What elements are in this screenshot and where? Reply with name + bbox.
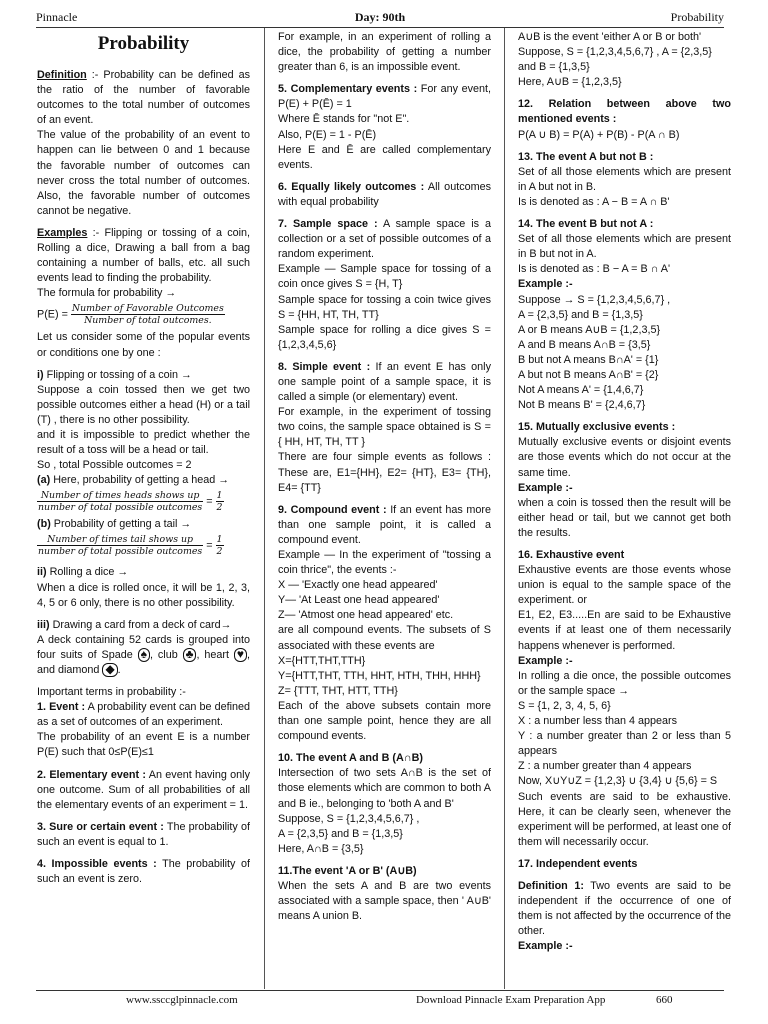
club-glyph: ♣: [185, 646, 194, 661]
examples: [37, 226, 250, 286]
term-5-where: Where Ē stands for "not E".: [278, 113, 410, 126]
spade-glyph: ♠: [140, 646, 147, 661]
term-15-text: Mutually exclusive events or disjoint events are those events which do not occur at the same time.: [518, 436, 731, 479]
term-9-each: Each of the above subsets contain more than one sample point, hence they are all compound events.: [278, 699, 491, 743]
term-11-text: When the sets A and B are two events associated with a sample space, then ' A∪B' means A union B.: [278, 879, 491, 923]
term-17-example-label: Example :-: [518, 940, 573, 953]
heart-comma: ,: [196, 648, 200, 661]
definition-label: Definition: [37, 69, 87, 81]
header-day: Day: 90th: [354, 10, 406, 24]
item-i-text-2: and it is impossible to predict whether the result of a toss will be a head or tail.: [37, 428, 250, 457]
term-9-x: X — 'Exactly one head appeared': [278, 579, 438, 592]
footer-site-link[interactable]: www.ssccglpinnacle.com: [126, 994, 238, 1006]
term-9-z: Z— 'Atmost one head appeared' etc.: [278, 609, 454, 622]
term-14-text: Set of all those elements which are present in B but not in A.: [518, 233, 731, 261]
term-7-example-2: Sample space for tossing a coin twice gives S = {HH, HT, TH, TT}: [278, 293, 491, 321]
definition: [37, 68, 250, 128]
term-7-example-3: Sample space for rolling a dice gives S = {1,2,3,4,5,6}: [278, 323, 491, 351]
formula-lhs: P(E) =: [37, 308, 71, 321]
term-13-denoted: Is is denoted as : A − B = A ∩ B': [518, 195, 670, 208]
example-label: Example :-: [518, 278, 573, 291]
term-8-four-events: There are four simple events as follows : These are, E1={HH}, E2= {HT}, E3= {TH}, E4= {TT}: [278, 451, 491, 494]
term-11-heading: 11.The event 'A or B' (A∪B): [278, 864, 417, 877]
diamond-glyph: ◆: [105, 662, 115, 676]
term-5: [278, 82, 491, 112]
part-a-value: [216, 490, 224, 513]
page-title: Probability: [97, 33, 190, 54]
term-17-example-heading: [518, 939, 731, 954]
term-12: [518, 97, 731, 127]
union-continued: A∪B is the event 'either A or B or both': [518, 31, 702, 43]
spade-icon: [138, 648, 150, 662]
item-ii-title: Rolling a dice →: [49, 566, 129, 579]
term-17-definition-label: Definition 1:: [518, 879, 584, 892]
example-not-b: Not B means B' = {2,4,6,7}: [518, 399, 646, 412]
item-i-label: i): [37, 368, 44, 381]
part-b-formula: $\frac{\text{Number of times tail shows up}}{\text{number of total possible outcomes}}$ = $\frac{1}{2}$: [38, 534, 223, 558]
term-1: [37, 700, 250, 730]
column-3: [518, 30, 731, 988]
item-iii-text: A deck containing 52 cards is grouped into four suits of Spade ♠ , club ♣ , heart ♥ , and diamond ◆ .: [37, 633, 250, 676]
item-iii: [37, 618, 250, 633]
term-14-denoted: Is is denoted as : B − A = B ∩ A': [518, 263, 671, 276]
important-terms-heading: Important terms in probability :-: [37, 686, 186, 699]
term-8-label: 8. Simple event :: [278, 360, 371, 373]
term-10-text: Intersection of two sets A∩B is the set of those elements which are common to both A and B ie., belonging to 'both A and B': [278, 767, 491, 810]
part-a-value-numerator: 1: [216, 490, 223, 502]
term-16-x: X : a number less than 4 appears: [518, 715, 678, 728]
term-16-such: Such events are said to be exhaustive. Here, it can be clearly seen, whenever the experiment will be performed, at least one of them will necessarily occur.: [518, 790, 731, 848]
term-1-text-2: The probability of an event E is a number P(E) such that 0≤P(E)≤1: [37, 731, 250, 759]
formula-fraction: [71, 303, 225, 326]
heart-label: heart: [204, 648, 229, 661]
suits-text: A deck containing 52 cards is grouped into four suits of Spade: [37, 633, 250, 661]
term-16-text: Exhaustive events are those events whose union is equal to the sample space of the experiment. or: [518, 564, 731, 607]
item-i-total: So , total Possible outcomes = 2: [37, 459, 192, 472]
part-a-numerator: Number of times heads shows up: [37, 490, 203, 502]
example-heading: [518, 277, 731, 292]
term-16-y: Y : a number greater than 2 or less than 5 appears: [518, 730, 731, 758]
diamond-label: , and diamond: [37, 648, 250, 676]
term-2-text: An event having only one outcome. Sum of all probabilities of all the elementary events of an experiment = 1.: [37, 768, 250, 811]
term-16-example-heading: [518, 654, 731, 669]
part-b-fraction: [37, 534, 203, 557]
term-6-text: All outcomes with equal probability: [278, 180, 491, 208]
term-16-now: Now, X∪Y∪Z = {1,2,3} ∪ {3,4} ∪ {5,6} = S: [518, 775, 718, 788]
header-brand: Pinnacle: [36, 10, 78, 24]
term-7-text: A sample space is a collection or a set of possible outcomes of a random experiment.: [278, 218, 491, 261]
item-ii-label: ii): [37, 566, 47, 579]
term-5-also: Also, P(E) = 1 - P(Ē): [278, 128, 377, 141]
example-b-not-a: B but not A means B∩A' = {1}: [518, 353, 659, 366]
term-10-heading: 10. The event A and B (A∩B): [278, 752, 423, 765]
term-16-text-2: E1, E2, E3.....En are said to be Exhaustive events if at least one of them necessarily happens whenever is performed.: [518, 609, 731, 652]
formula-numerator: Number of Favorable Outcomes: [71, 303, 224, 315]
part-b-label: (b): [37, 518, 51, 531]
term-16-label: 16. Exhaustive event: [518, 549, 625, 561]
column-divider: [264, 28, 265, 989]
term-17-definition-text: Two events are said to be independent if the occurrence of one of them is not affected by the occurrence of the other.: [518, 879, 731, 938]
term-10-ab: A = {2,3,5} and B = {1,3,5}: [278, 827, 403, 840]
part-a-denominator: number of total possible outcomes: [38, 502, 203, 514]
term-15-example-label: Example :-: [518, 481, 573, 494]
term-8-text: If an event E has only one sample point of a sample space, it is called a simple (or elementary) event.: [278, 360, 491, 404]
union-b: and B = {1,3,5}: [518, 61, 590, 74]
term-15-label: 15. Mutually exclusive events :: [518, 421, 676, 434]
term-9-y: Y— 'At Least one head appeared': [278, 594, 440, 607]
term-15: [518, 420, 731, 435]
term-15-example-heading: [518, 481, 731, 496]
part-b-value: [216, 534, 224, 557]
header-rule: [36, 27, 724, 28]
footer-app-text: Download Pinnacle Exam Preparation App: [416, 994, 606, 1006]
term-5-label: 5. Complementary events :: [278, 83, 418, 96]
part-a-fraction: [37, 490, 203, 513]
part-a-text: Here, probability of getting a head →: [53, 474, 230, 487]
term-9-z-set: Z= {TTT, THT, HTT, TTH}: [278, 684, 398, 697]
club-icon: [183, 646, 200, 662]
examples-text: :- Flipping or tossing of a coin, Rolling a dice, Drawing a ball from a bag containing a number of balls, etc. all such events lead to finding the probability.: [37, 226, 250, 285]
column-2: [278, 30, 491, 988]
term-16-z: Z : a number greater than 4 appears: [518, 760, 692, 773]
term-4-text: The probability of such an event is zero.: [37, 858, 250, 886]
term-9-example: Example — In the experiment of "tossing a coin thrice", the events :-: [278, 549, 491, 577]
example-s: Suppose → S = {1,2,3,4,5,6,7} ,: [518, 293, 671, 306]
term-9-label: 9. Compound event :: [278, 503, 387, 516]
column-1: [37, 30, 250, 988]
term-14-label: 14. The event B but not A :: [518, 218, 654, 231]
term-17-definition: [518, 879, 731, 939]
item-i-title: Flipping or tossing of a coin →: [46, 368, 192, 381]
term-9-x-set: X={HTT,THT,TTH}: [278, 654, 366, 667]
term-13-label: 13. The event A but not B :: [518, 150, 654, 163]
term-17-label: 17. Independent events: [518, 857, 638, 870]
example-a-not-b: A but not B means A∩B' = {2}: [518, 368, 659, 381]
page-number: 660: [656, 994, 673, 1006]
part-a-label: (a): [37, 474, 51, 487]
term-17: [518, 857, 731, 872]
term-13-text: Set of all those elements which are present in A but not in B.: [518, 165, 731, 193]
definition-text: :- Probability can be defined as the ratio of the number of favorable outcomes to the total number of outcomes of an event.: [37, 69, 250, 127]
examples-label: Examples: [37, 226, 88, 239]
formula-intro: The formula for probability →: [37, 287, 177, 300]
term-6-label: 6. Equally likely outcomes :: [278, 180, 425, 193]
term-4-label: 4. Impossible events :: [37, 858, 157, 871]
item-iii-title: Drawing a card from a deck of card→: [52, 618, 232, 631]
item-ii-text: When a dice is rolled once, it will be 1, 2, 3, 4, 5 or 6 only, there is no other possibility.: [37, 581, 250, 609]
formula-denominator: Number of total outcomes.: [84, 315, 212, 327]
term-16-example: In rolling a die once, the possible outcomes or the sample space →: [518, 669, 731, 697]
item-ii: [37, 565, 250, 580]
column-divider: [504, 28, 505, 989]
term-4: [37, 857, 250, 887]
header-topic: Probability: [670, 10, 724, 24]
term-8-example: For example, in the experiment of tossing two coins, the sample space obtained is S = { HH, HT, TH, TT }: [278, 406, 491, 449]
union-here: Here, A∪B = {1,2,3,5}: [518, 76, 622, 89]
heart-glyph: ♥: [236, 646, 245, 661]
heart-icon: [234, 648, 247, 662]
part-a-formula: $\frac{\text{Number of times heads shows up}}{\text{number of total possible outcomes}}$ = $\frac{1}{2}$: [38, 490, 223, 514]
term-5-text: For any event, P(E) + P(Ē) = 1: [278, 83, 491, 111]
term-16-s: S = {1, 2, 3, 4, 5, 6}: [518, 699, 611, 712]
part-b-value-numerator: 1: [216, 534, 223, 546]
term-9-all: are all compound events. The subsets of S associated with these events are: [278, 624, 491, 652]
term-9-y-set: Y={HTT,THT, TTH, HHT, HTH, THH, HHH}: [278, 669, 481, 682]
term-15-example: when a coin is tossed then the result will be either head or tail, but we cannot get both the results.: [518, 496, 731, 539]
part-b: [37, 517, 250, 532]
term-10-here: Here, A∩B = {3,5}: [278, 842, 364, 855]
example-and: A and B means A∩B = {3,5}: [518, 338, 651, 351]
term-1-text: A probability event can be defined as a set of outcomes of an experiment.: [37, 701, 250, 729]
term-13: [518, 150, 731, 165]
term-10-label: [278, 751, 491, 766]
item-i-text: Suppose a coin tossed then we get two possible outcomes either a head (H) or a tail (T) , there is no other possibility.: [37, 383, 250, 426]
term-7-label: 7. Sample space :: [278, 218, 378, 231]
term-7: [278, 217, 491, 262]
part-b-value-denominator: 2: [216, 546, 223, 558]
term-5-here: Here E and Ē are called complementary events.: [278, 143, 491, 171]
term-2-label: 2. Elementary event :: [37, 768, 147, 781]
page-footer: [36, 994, 724, 1012]
term-10-s: Suppose, S = {1,2,3,4,5,6,7} ,: [278, 812, 420, 825]
term-16: [518, 548, 731, 563]
part-b-denominator: number of total possible outcomes: [38, 546, 203, 558]
term-7-example-1: Example — Sample space for tossing of a coin once gives S = {H, T}: [278, 263, 491, 291]
part-a: [37, 473, 250, 488]
definition-text-2: The value of the probability of an event to happen can lie between 0 and 1 because the favorable number of outcomes can never cross the total number of outcomes. Also, the favorable number of outcomes cannot be negative.: [37, 129, 250, 217]
impossible-example: For example, in an experiment of rolling a dice, the probability of getting a number greater than 6, is an impossible event.: [278, 31, 491, 74]
term-9: [278, 503, 491, 548]
item-i: [37, 368, 250, 383]
term-6: [278, 180, 491, 210]
probability-formula: [37, 303, 250, 326]
term-9-text: If an event has more than one sample point, it is called a compound event.: [278, 503, 491, 546]
term-16-example-label: Example :-: [518, 654, 573, 667]
example-ab: A = {2,3,5} and B = {1,3,5}: [518, 308, 643, 321]
term-14: [518, 217, 731, 232]
term-3: [37, 820, 250, 850]
term-8: [278, 360, 491, 405]
page-header: [36, 8, 724, 28]
union-s: Suppose, S = {1,2,3,4,5,6,7} , A = {2,3,5}: [518, 46, 712, 59]
part-a-value-denominator: 2: [216, 502, 223, 514]
term-3-text: The probability of such an event is equal to 1.: [37, 820, 250, 848]
club-label: , club: [150, 648, 178, 661]
consider-text: Let us consider some of the popular events or conditions one by one :: [37, 331, 250, 359]
diamond-icon: [102, 663, 117, 677]
term-12-label: 12. Relation between above two mentioned events :: [518, 98, 731, 126]
term-11-label: [278, 864, 491, 879]
example-not-a: Not A means A' = {1,4,6,7}: [518, 384, 644, 397]
term-3-label: 3. Sure or certain event :: [37, 820, 164, 833]
term-12-text: P(A ∪ B) = P(A) + P(B) - P(A ∩ B): [518, 128, 680, 141]
term-2: [37, 768, 250, 813]
part-b-numerator: Number of times tail shows up: [37, 534, 203, 546]
example-or: A or B means A∪B = {1,2,3,5}: [518, 323, 661, 336]
part-b-text: Probability of getting a tail →: [53, 518, 192, 531]
term-1-label: 1. Event :: [37, 701, 86, 714]
footer-rule: [36, 990, 724, 991]
item-iii-label: iii): [37, 618, 50, 631]
